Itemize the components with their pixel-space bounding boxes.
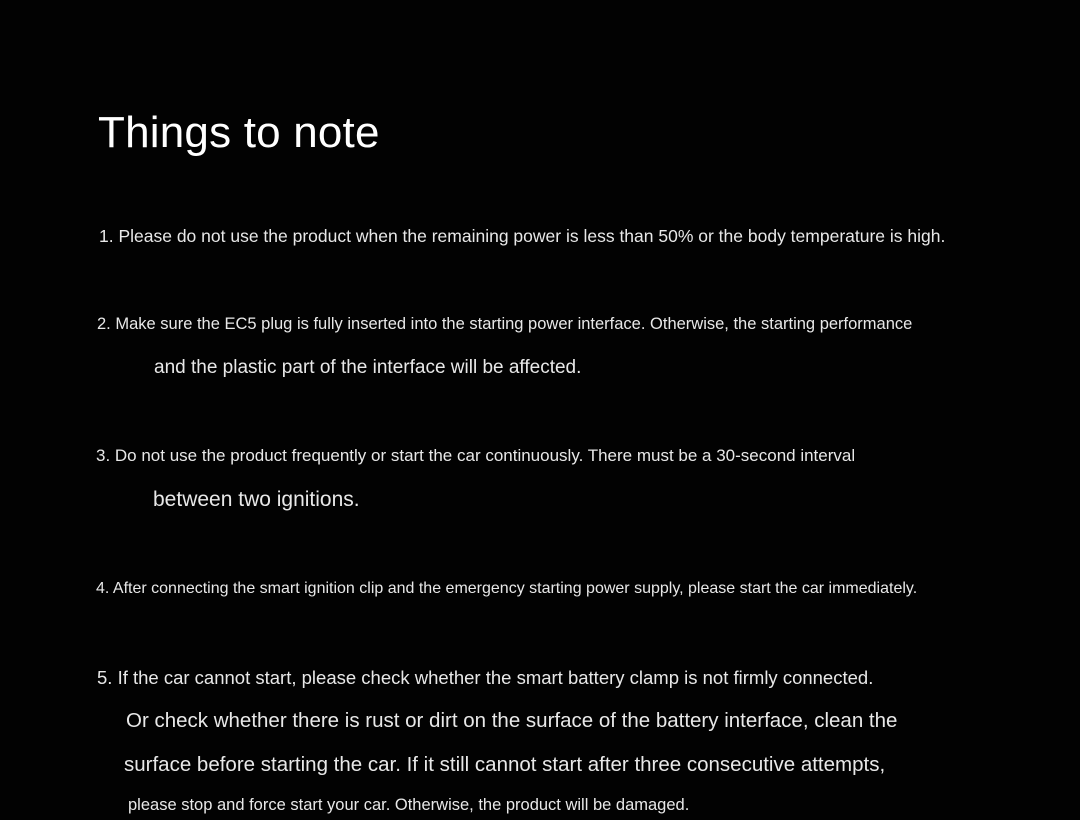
note-item-2-line-2: and the plastic part of the interface will be affected.: [154, 357, 582, 378]
note-item-5-line-1: 5. If the car cannot start, please check whether the smart battery clamp is not firmly connected.: [97, 667, 874, 688]
note-item-5-line-3: surface before starting the car. If it still cannot start after three consecutive attempts,: [124, 753, 886, 776]
note-item-3-line-1: 3. Do not use the product frequently or start the car continuously. There must be a 30-second interval: [96, 446, 856, 465]
note-item-5-line-4: please stop and force start your car. Otherwise, the product will be damaged.: [128, 796, 690, 814]
note-item-1: 1. Please do not use the product when the remaining power is less than 50% or the body temperature is high.: [99, 226, 946, 246]
note-item-2-line-1: 2. Make sure the EC5 plug is fully inserted into the starting power interface. Otherwise, the starting performance: [97, 315, 913, 333]
note-item-3-line-2: between two ignitions.: [153, 488, 360, 511]
note-item-4: 4. After connecting the smart ignition clip and the emergency starting power supply, please start the car immediately.: [96, 580, 918, 597]
page-title: Things to note: [98, 108, 380, 157]
note-item-5-line-2: Or check whether there is rust or dirt on the surface of the battery interface, clean the: [126, 709, 898, 732]
